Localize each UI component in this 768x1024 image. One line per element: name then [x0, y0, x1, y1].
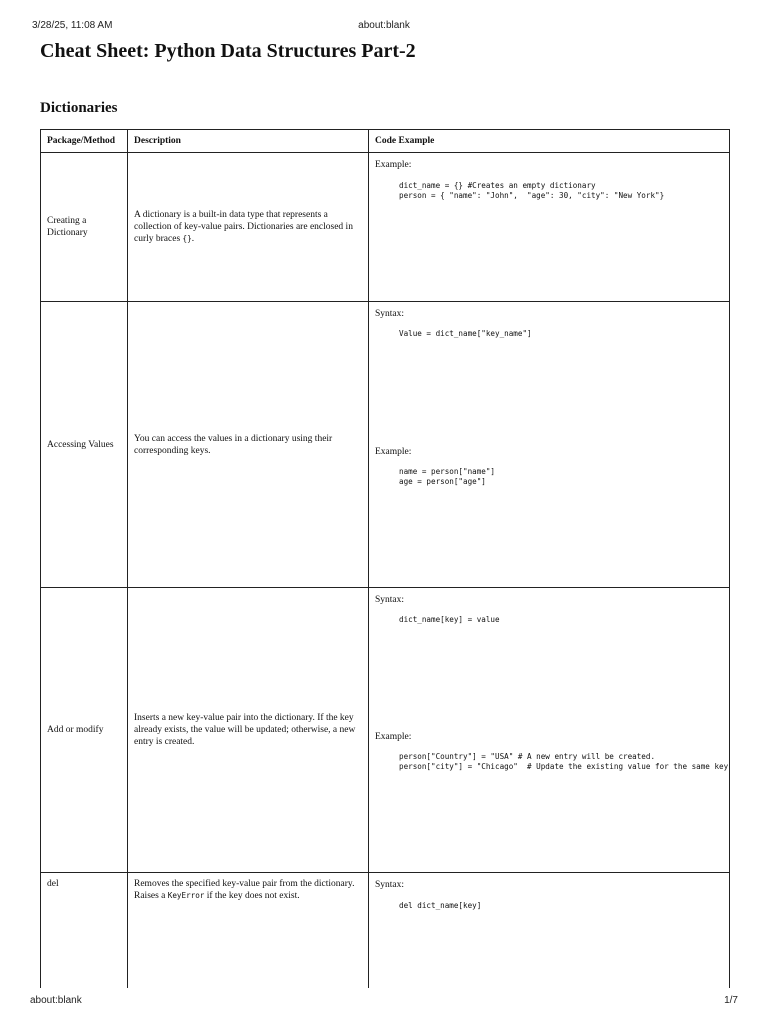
method-cell: del — [41, 873, 128, 1003]
inline-code: {} — [182, 234, 192, 243]
table-row — [41, 153, 730, 302]
column-header: Description — [128, 130, 369, 153]
description-cell — [128, 153, 369, 302]
example-label: Example: — [375, 732, 412, 742]
example-label: Example: — [375, 160, 412, 170]
print-footer-url: about:blank — [30, 995, 82, 1006]
description-text: Removes the specified key-value pair from the dictionary. Raises a — [134, 879, 355, 901]
example-code: name = person["name"] age = person["age"] — [399, 467, 496, 486]
column-header: Code Example — [369, 130, 730, 153]
print-page-title: about:blank — [358, 20, 410, 31]
description-text: . — [191, 234, 195, 244]
syntax-label: Syntax: — [375, 309, 405, 319]
column-header: Package/Method — [41, 130, 128, 153]
example-label: Example: — [375, 447, 412, 457]
method-cell: Creating a Dictionary — [41, 153, 128, 302]
syntax-code: dict_name[key] = value — [399, 615, 500, 624]
cheat-sheet-table — [40, 129, 730, 1003]
syntax-code: Value = dict_name["key_name"] — [399, 329, 532, 338]
inline-code: KeyError — [167, 891, 205, 900]
page-bottom-margin — [0, 988, 768, 1024]
example-code: person["Country"] = "USA" # A new entry will be created. person["city"] = "Chicago" # Update the existing value for the same key — [399, 752, 729, 771]
description-cell — [128, 873, 369, 1003]
table-row — [41, 302, 730, 588]
method-cell: Accessing Values — [41, 302, 128, 588]
table-row — [41, 873, 730, 1003]
code-cell — [369, 588, 730, 873]
example-code: dict_name = {} #Creates an empty dictionary person = { "name": "John", "age": 30, "city": "New York"} — [399, 181, 665, 200]
table-header-row — [41, 130, 730, 153]
page-title: Cheat Sheet: Python Data Structures Part-2 — [40, 40, 416, 62]
syntax-label: Syntax: — [375, 880, 405, 890]
syntax-label: Syntax: — [375, 595, 405, 605]
section-heading: Dictionaries — [40, 100, 118, 116]
description-cell: You can access the values in a dictionary using their corresponding keys. — [128, 302, 369, 588]
code-cell — [369, 153, 730, 302]
print-datetime: 3/28/25, 11:08 AM — [32, 20, 113, 31]
code-cell — [369, 302, 730, 588]
syntax-code: del dict_name[key] — [399, 901, 482, 910]
print-page-number: 1/7 — [724, 995, 738, 1006]
description-cell: Inserts a new key-value pair into the dictionary. If the key already exists, the value will be updated; otherwise, a new entry is created. — [128, 588, 369, 873]
code-cell — [369, 873, 730, 1003]
table-row — [41, 588, 730, 873]
method-cell: Add or modify — [41, 588, 128, 873]
description-text: A dictionary is a built-in data type that represents a collection of key-value pairs. Dictionaries are enclosed in curly braces — [134, 210, 353, 244]
description-text: if the key does not exist. — [204, 891, 300, 901]
